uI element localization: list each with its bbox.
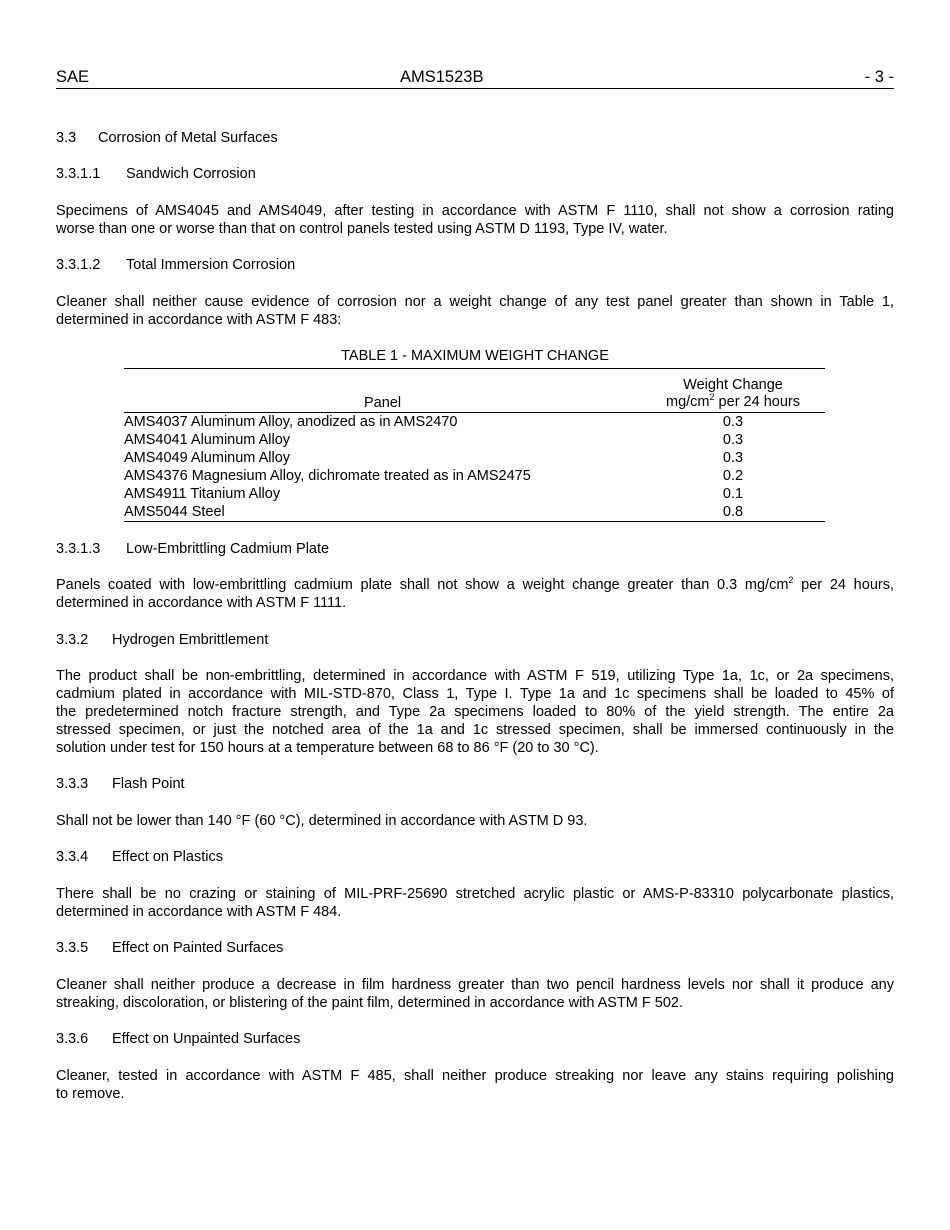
section-number: 3.3.6	[56, 1031, 89, 1047]
section-number: 3.3.1.3	[56, 541, 101, 557]
paragraph-sandwich-corrosion	[56, 202, 894, 238]
section-number: 3.3.5	[56, 940, 89, 956]
paragraph-flash-point	[56, 812, 894, 830]
paragraph-unpainted-surfaces	[56, 1067, 894, 1103]
table-row	[124, 503, 825, 521]
panel-cell: AMS4376 Magnesium Alloy, dichromate treated as in AMS2475	[124, 468, 531, 484]
section-number: 3.3	[56, 130, 77, 146]
panel-cell: AMS5044 Steel	[124, 504, 225, 520]
section-title: Corrosion of Metal Surfaces	[98, 130, 278, 146]
section-title: Total Immersion Corrosion	[126, 257, 296, 273]
paragraph-plastics	[56, 885, 894, 921]
text-line: There shall be no crazing or staining of MIL-PRF-25690 stretched acrylic plastic or AMS-P-83310 polycarbonate plastics,	[56, 886, 894, 902]
paragraph-painted-surfaces	[56, 976, 894, 1012]
panel-cell: AMS4041 Aluminum Alloy	[124, 432, 291, 448]
text-line: stressed specimen, or just the notched area of the 1a and 1c stressed specimen, shall be immersed continuously in the	[56, 722, 894, 738]
section-heading-3-3-1-1	[56, 165, 894, 183]
paragraph-cadmium-plate	[56, 576, 894, 612]
column-header-panel: Panel	[363, 395, 402, 411]
column-header-weight-change	[641, 377, 825, 411]
weight-change-label: Weight Change	[683, 377, 783, 393]
weight-change-table	[124, 368, 825, 522]
panel-cell: AMS4037 Aluminum Alloy, anodized as in AMS2470	[124, 414, 458, 430]
header-org: SAE	[56, 68, 90, 86]
section-title: Effect on Painted Surfaces	[112, 940, 284, 956]
paragraph-hydrogen-embrittlement	[56, 667, 894, 757]
text-line: cadmium plated in accordance with MIL-STD-870, Class 1, Type I. Type 1a and 1c specimens shall be loaded to 45% of	[56, 686, 894, 702]
section-heading-3-3-6	[56, 1030, 894, 1048]
text-line: Cleaner, tested in accordance with ASTM F 485, shall neither produce streaking nor leave any stains requiring polishing	[56, 1068, 894, 1084]
text-line: determined in accordance with ASTM F 484.	[56, 904, 342, 920]
panel-cell: AMS4911 Titanium Alloy	[124, 486, 281, 502]
section-title: Sandwich Corrosion	[126, 166, 256, 182]
section-title: Low-Embrittling Cadmium Plate	[126, 541, 330, 557]
value-cell: 0.8	[722, 504, 744, 520]
header-doc-number: AMS1523B	[400, 68, 484, 86]
table-row	[124, 467, 825, 485]
table-row	[124, 413, 825, 431]
paragraph-total-immersion	[56, 293, 894, 329]
section-number: 3.3.3	[56, 776, 89, 792]
table-row	[124, 449, 825, 467]
section-title: Effect on Unpainted Surfaces	[112, 1031, 301, 1047]
text-line: to remove.	[56, 1086, 125, 1102]
weight-change-unit: $mg/cm^2$ per 24 hours	[666, 392, 800, 410]
section-heading-3-3-1-2	[56, 256, 894, 274]
value-cell: 0.3	[722, 450, 744, 466]
section-number: 3.3.1.1	[56, 166, 101, 182]
section-number: 3.3.4	[56, 849, 89, 865]
section-number: 3.3.2	[56, 632, 89, 648]
text-line: streaking, discoloration, or blistering of the paint film, determined in accordance with ASTM F 502.	[56, 995, 684, 1011]
section-heading-3-3-5	[56, 939, 894, 957]
section-number: 3.3.1.2	[56, 257, 101, 273]
table-header	[124, 369, 825, 413]
panel-cell: AMS4049 Aluminum Alloy	[124, 450, 291, 466]
page-header	[56, 68, 894, 89]
header-page-number: - 3 -	[864, 68, 894, 86]
text-line: solution under test for 150 hours at a temperature between 68 to 86 °F (20 to 30 °C).	[56, 740, 599, 756]
value-cell: 0.1	[722, 486, 744, 502]
table-row	[124, 431, 825, 449]
section-heading-3-3-2	[56, 631, 894, 649]
section-heading-3-3-1-3	[56, 540, 894, 558]
value-cell: 0.3	[722, 414, 744, 430]
text-line: determined in accordance with ASTM F 483:	[56, 312, 342, 328]
text-line: Cleaner shall neither produce a decrease in film hardness greater than two pencil hardness levels nor shall it produce any	[56, 977, 894, 993]
text-line: Shall not be lower than 140 °F (60 °C), determined in accordance with ASTM D 93.	[56, 813, 588, 829]
section-heading-3-3-3	[56, 775, 894, 793]
value-cell: 0.2	[722, 468, 744, 484]
text-line: worse than one or worse than that on control panels tested using ASTM D 1193, Type IV, water.	[56, 221, 668, 237]
section-heading-3-3	[56, 129, 894, 147]
section-title: Flash Point	[112, 776, 185, 792]
section-title: Effect on Plastics	[112, 849, 223, 865]
text-line: Cleaner shall neither cause evidence of corrosion nor a weight change of any test panel greater than shown in Table 1,	[56, 294, 894, 310]
text-line: the predetermined notch fracture strength, and Type 2a specimens loaded to 80% of the yield strength. The entire 2a	[56, 704, 894, 720]
table-caption: TABLE 1 - MAXIMUM WEIGHT CHANGE	[341, 348, 609, 364]
text-line: determined in accordance with ASTM F 1111.	[56, 595, 347, 611]
text-line: The product shall be non-embrittling, determined in accordance with ASTM F 519, utilizing Type 1a, 1c, or 2a specimens,	[56, 668, 894, 684]
section-heading-3-3-4	[56, 848, 894, 866]
section-title: Hydrogen Embrittlement	[112, 632, 269, 648]
value-cell: 0.3	[722, 432, 744, 448]
text-line: Specimens of AMS4045 and AMS4049, after testing in accordance with ASTM F 1110, shall not show a corrosion rating	[56, 203, 894, 219]
text-line: Panels coated with low-embrittling cadmium plate shall not show a weight change greater than 0.3 $mg/cm^2$ per 24 hours,	[56, 575, 894, 593]
table-row	[124, 485, 825, 503]
